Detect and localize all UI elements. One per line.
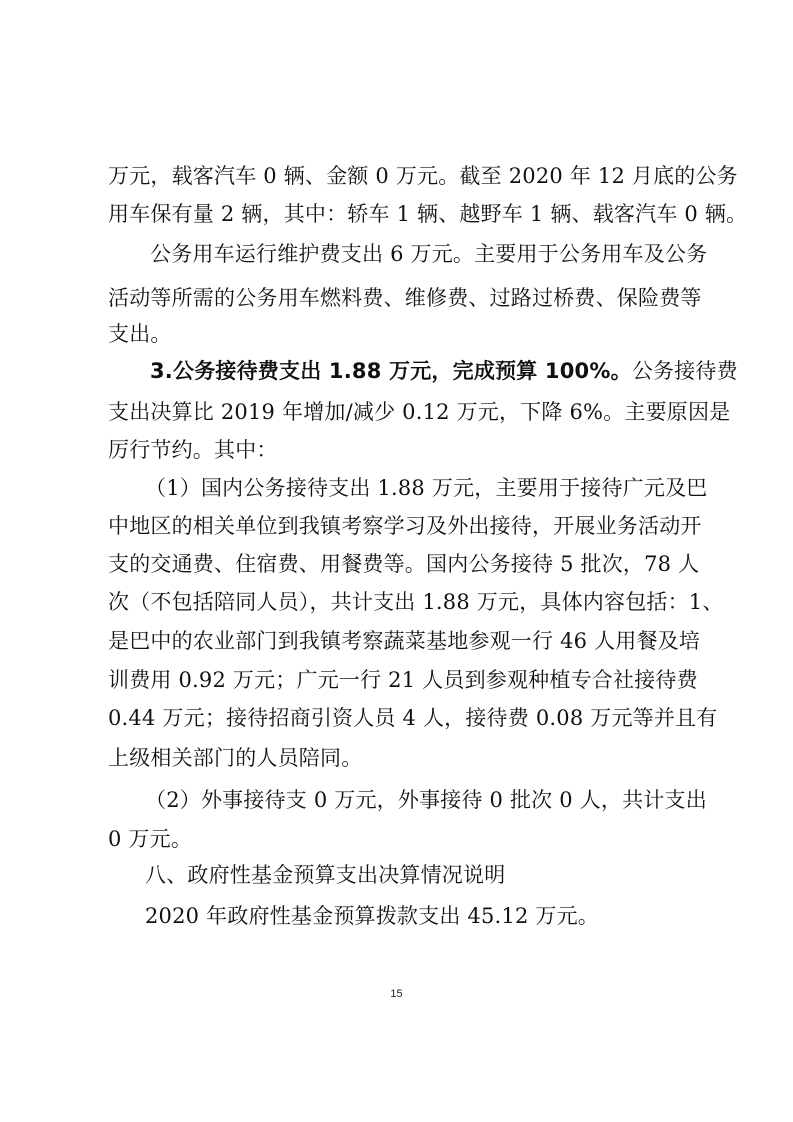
line-text: 万元，载客汽车 0 辆、金额 0 万元。截至 2020 年 12 月底的公务 <box>108 164 738 188</box>
line-text: 次（不包括陪同人员），共计支出 1.88 万元，具体内容包括：1、 <box>108 590 724 614</box>
paragraph-line <box>0 825 793 853</box>
line-text: 公务用车运行维护费支出 6 万元。主要用于公务用车及公务 <box>150 242 708 266</box>
line-text: 0 万元。 <box>108 827 193 851</box>
line-text: 厉行节约。其中： <box>108 438 278 462</box>
paragraph-line <box>0 588 793 616</box>
line-text: 上级相关部门的人员陪同。 <box>108 746 363 770</box>
line-text: 公务接待费 <box>631 359 738 383</box>
line-text: 支出。 <box>108 322 172 346</box>
line-text: （2）外事接待支 0 万元，外事接待 0 批次 0 人，共计支出 <box>145 788 707 812</box>
section-heading <box>0 861 793 889</box>
line-text: 2020 年政府性基金预算拨款支出 45.12 万元。 <box>145 904 599 928</box>
paragraph-line <box>0 398 793 426</box>
line-text: 支的交通费、住宿费、用餐费等。国内公务接待 5 批次，78 人 <box>108 552 700 576</box>
paragraph-line <box>0 357 793 385</box>
paragraph-line <box>0 284 793 312</box>
line-text: 是巴中的农业部门到我镇考察蔬菜基地参观一行 46 人用餐及培 <box>108 629 701 653</box>
bold-heading: 3.公务接待费支出 1.88 万元，完成预算 100%。 <box>150 359 632 383</box>
paragraph-line <box>0 512 793 540</box>
paragraph-line <box>0 200 793 228</box>
paragraph-line <box>0 902 793 930</box>
paragraph-line <box>0 744 793 772</box>
line-text: 支出决算比 2019 年增加/减少 0.12 万元，下降 6%。主要原因是 <box>108 400 731 424</box>
line-text: 活动等所需的公务用车燃料费、维修费、过路过桥费、保险费等 <box>108 286 702 310</box>
line-text: （1）国内公务接待支出 1.88 万元，主要用于接待广元及巴 <box>145 476 708 500</box>
line-text: 用车保有量 2 辆，其中：轿车 1 辆、越野车 1 辆、载客汽车 0 辆。 <box>108 202 748 226</box>
paragraph-line <box>0 240 793 268</box>
line-text: 训费用 0.92 万元；广元一行 21 人员到参观种植专合社接待费 <box>108 668 698 692</box>
paragraph-line <box>0 436 793 464</box>
line-text: 中地区的相关单位到我镇考察学习及外出接待，开展业务活动开 <box>108 514 702 538</box>
paragraph-line <box>0 704 793 732</box>
paragraph-line <box>0 550 793 578</box>
paragraph-line <box>0 786 793 814</box>
paragraph-line <box>0 627 793 655</box>
line-text: 0.44 万元；接待招商引资人员 4 人，接待费 0.08 万元等并且有 <box>108 706 718 730</box>
page-number: 15 <box>390 988 403 1000</box>
paragraph-line <box>0 474 793 502</box>
paragraph-line <box>0 320 793 348</box>
paragraph-line <box>0 162 793 190</box>
section-heading-text: 八、政府性基金预算支出决算情况说明 <box>145 863 506 887</box>
paragraph-line <box>0 666 793 694</box>
